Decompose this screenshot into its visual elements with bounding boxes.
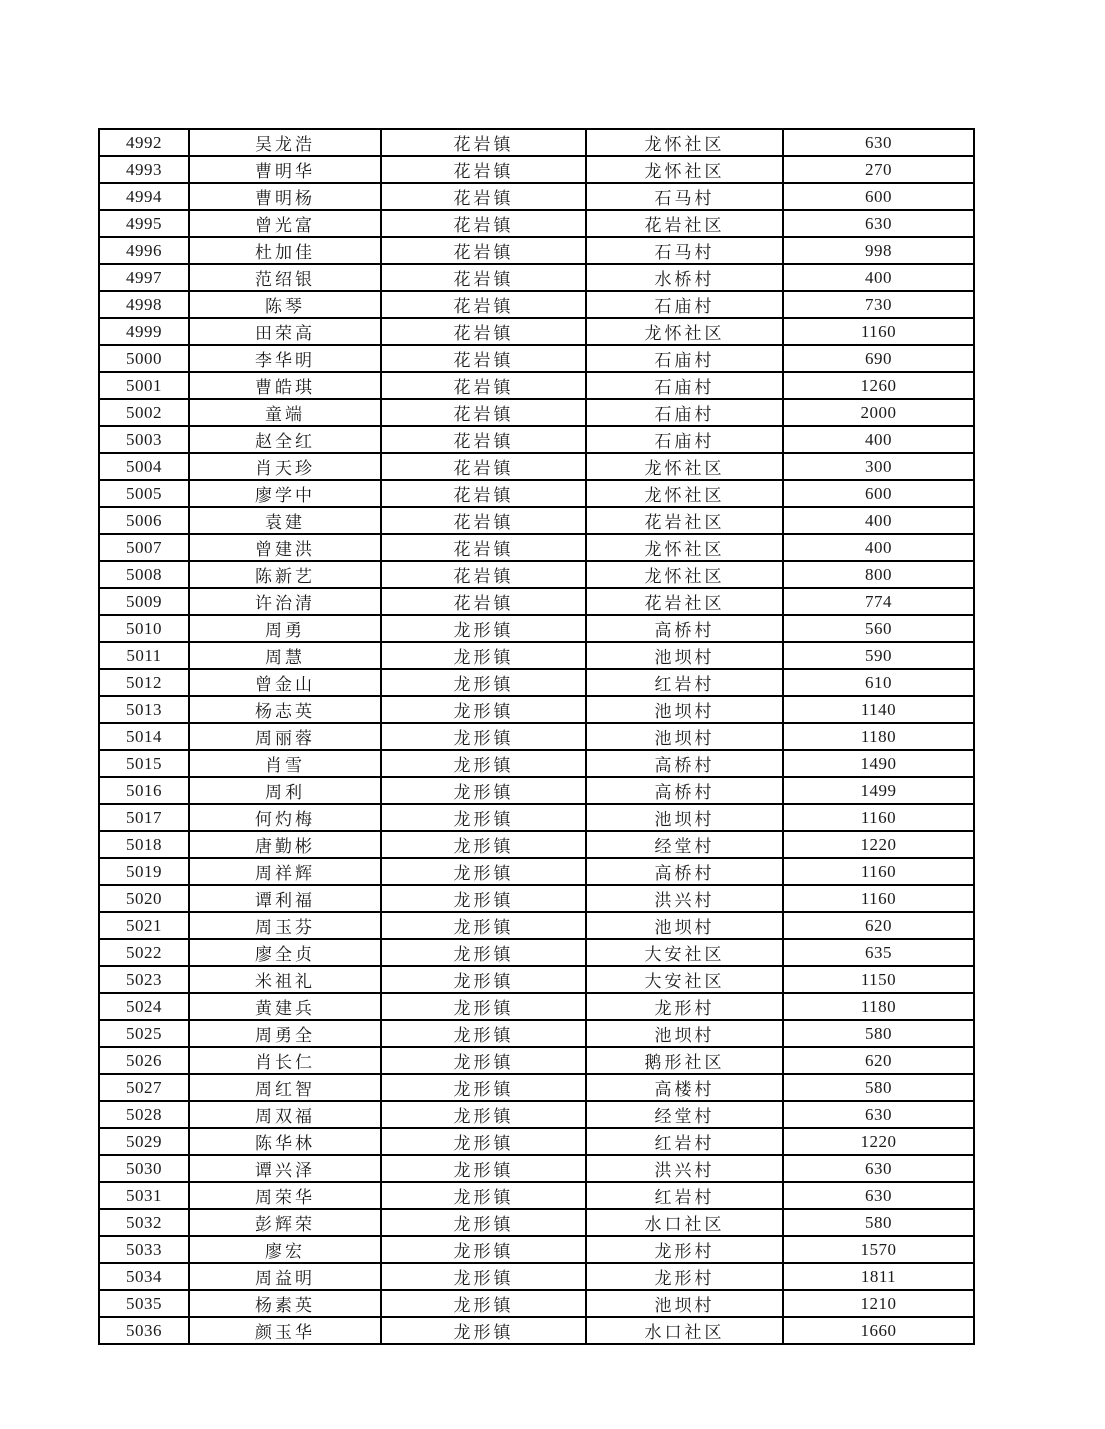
cell-town: 龙形镇 [381, 1155, 586, 1182]
cell-town: 花岩镇 [381, 507, 586, 534]
cell-person-name: 杨志英 [189, 696, 381, 723]
cell-village: 洪兴村 [586, 885, 783, 912]
cell-village: 池坝村 [586, 642, 783, 669]
cell-village: 龙怀社区 [586, 156, 783, 183]
cell-serial-number: 4997 [99, 264, 189, 291]
cell-person-name: 许治清 [189, 588, 381, 615]
cell-amount: 560 [783, 615, 974, 642]
cell-town: 龙形镇 [381, 1236, 586, 1263]
cell-village: 经堂村 [586, 831, 783, 858]
cell-serial-number: 4998 [99, 291, 189, 318]
cell-serial-number: 5031 [99, 1182, 189, 1209]
cell-amount: 1660 [783, 1317, 974, 1344]
table-row [99, 1155, 974, 1182]
cell-village: 红岩村 [586, 669, 783, 696]
cell-serial-number: 5016 [99, 777, 189, 804]
cell-village: 龙形村 [586, 993, 783, 1020]
cell-serial-number: 5035 [99, 1290, 189, 1317]
cell-amount: 270 [783, 156, 974, 183]
table-row [99, 777, 974, 804]
cell-village: 水口社区 [586, 1209, 783, 1236]
table-row [99, 1074, 974, 1101]
cell-town: 龙形镇 [381, 1047, 586, 1074]
cell-town: 花岩镇 [381, 588, 586, 615]
cell-town: 龙形镇 [381, 966, 586, 993]
cell-town: 龙形镇 [381, 804, 586, 831]
table-row [99, 1101, 974, 1128]
cell-village: 池坝村 [586, 1020, 783, 1047]
table-row [99, 993, 974, 1020]
cell-serial-number: 5021 [99, 912, 189, 939]
table-row [99, 588, 974, 615]
cell-town: 龙形镇 [381, 723, 586, 750]
cell-person-name: 周勇 [189, 615, 381, 642]
cell-town: 花岩镇 [381, 345, 586, 372]
table-row [99, 318, 974, 345]
cell-town: 龙形镇 [381, 885, 586, 912]
cell-village: 石庙村 [586, 345, 783, 372]
cell-village: 花岩社区 [586, 588, 783, 615]
cell-person-name: 陈新艺 [189, 561, 381, 588]
cell-town: 花岩镇 [381, 264, 586, 291]
cell-serial-number: 5015 [99, 750, 189, 777]
cell-amount: 620 [783, 1047, 974, 1074]
cell-amount: 800 [783, 561, 974, 588]
table-row [99, 264, 974, 291]
cell-village: 石庙村 [586, 372, 783, 399]
table-row [99, 1128, 974, 1155]
cell-person-name: 周慧 [189, 642, 381, 669]
cell-village: 龙怀社区 [586, 129, 783, 156]
cell-person-name: 周荣华 [189, 1182, 381, 1209]
cell-amount: 1811 [783, 1263, 974, 1290]
table-row [99, 372, 974, 399]
cell-serial-number: 4995 [99, 210, 189, 237]
cell-serial-number: 5023 [99, 966, 189, 993]
table-row [99, 1263, 974, 1290]
cell-amount: 998 [783, 237, 974, 264]
cell-town: 花岩镇 [381, 183, 586, 210]
cell-town: 龙形镇 [381, 1317, 586, 1344]
table-row [99, 858, 974, 885]
cell-town: 龙形镇 [381, 831, 586, 858]
cell-serial-number: 5013 [99, 696, 189, 723]
table-row [99, 210, 974, 237]
cell-village: 花岩社区 [586, 507, 783, 534]
cell-village: 高桥村 [586, 777, 783, 804]
cell-town: 龙形镇 [381, 1290, 586, 1317]
cell-amount: 580 [783, 1074, 974, 1101]
cell-amount: 630 [783, 1182, 974, 1209]
table-row [99, 669, 974, 696]
cell-town: 龙形镇 [381, 669, 586, 696]
cell-village: 经堂村 [586, 1101, 783, 1128]
table-row [99, 912, 974, 939]
cell-town: 花岩镇 [381, 399, 586, 426]
cell-amount: 620 [783, 912, 974, 939]
table-row [99, 291, 974, 318]
cell-town: 花岩镇 [381, 129, 586, 156]
cell-village: 龙形村 [586, 1236, 783, 1263]
cell-serial-number: 5004 [99, 453, 189, 480]
cell-person-name: 田荣高 [189, 318, 381, 345]
table-row [99, 480, 974, 507]
cell-serial-number: 5005 [99, 480, 189, 507]
cell-serial-number: 5027 [99, 1074, 189, 1101]
cell-person-name: 谭利福 [189, 885, 381, 912]
cell-town: 龙形镇 [381, 1074, 586, 1101]
cell-person-name: 周祥辉 [189, 858, 381, 885]
cell-amount: 600 [783, 480, 974, 507]
cell-serial-number: 5025 [99, 1020, 189, 1047]
table-row [99, 1236, 974, 1263]
cell-town: 龙形镇 [381, 777, 586, 804]
cell-person-name: 曾光富 [189, 210, 381, 237]
cell-village: 龙怀社区 [586, 480, 783, 507]
cell-village: 鹅形社区 [586, 1047, 783, 1074]
cell-town: 花岩镇 [381, 291, 586, 318]
cell-serial-number: 5018 [99, 831, 189, 858]
cell-serial-number: 5007 [99, 534, 189, 561]
cell-serial-number: 5024 [99, 993, 189, 1020]
cell-person-name: 颜玉华 [189, 1317, 381, 1344]
cell-amount: 1210 [783, 1290, 974, 1317]
cell-village: 石庙村 [586, 291, 783, 318]
table-row [99, 885, 974, 912]
cell-town: 花岩镇 [381, 480, 586, 507]
cell-amount: 1220 [783, 831, 974, 858]
table-row [99, 507, 974, 534]
table-row [99, 1020, 974, 1047]
cell-town: 花岩镇 [381, 426, 586, 453]
cell-village: 洪兴村 [586, 1155, 783, 1182]
cell-village: 龙怀社区 [586, 561, 783, 588]
cell-serial-number: 5001 [99, 372, 189, 399]
cell-village: 池坝村 [586, 1290, 783, 1317]
cell-amount: 2000 [783, 399, 974, 426]
cell-amount: 300 [783, 453, 974, 480]
cell-serial-number: 4992 [99, 129, 189, 156]
cell-village: 大安社区 [586, 966, 783, 993]
cell-amount: 1220 [783, 1128, 974, 1155]
cell-amount: 635 [783, 939, 974, 966]
table-row [99, 183, 974, 210]
cell-amount: 1260 [783, 372, 974, 399]
cell-town: 龙形镇 [381, 993, 586, 1020]
cell-person-name: 唐勤彬 [189, 831, 381, 858]
cell-person-name: 周玉芬 [189, 912, 381, 939]
cell-serial-number: 5022 [99, 939, 189, 966]
table-row [99, 345, 974, 372]
cell-amount: 1490 [783, 750, 974, 777]
table-row [99, 156, 974, 183]
cell-town: 龙形镇 [381, 1101, 586, 1128]
cell-village: 石马村 [586, 183, 783, 210]
cell-amount: 600 [783, 183, 974, 210]
cell-person-name: 陈华林 [189, 1128, 381, 1155]
table-row [99, 399, 974, 426]
table-row [99, 1047, 974, 1074]
cell-serial-number: 5028 [99, 1101, 189, 1128]
cell-amount: 400 [783, 426, 974, 453]
cell-village: 石庙村 [586, 426, 783, 453]
cell-amount: 1160 [783, 885, 974, 912]
cell-amount: 1499 [783, 777, 974, 804]
cell-amount: 1570 [783, 1236, 974, 1263]
cell-person-name: 陈琴 [189, 291, 381, 318]
table-row [99, 237, 974, 264]
cell-amount: 1160 [783, 858, 974, 885]
cell-person-name: 曹明杨 [189, 183, 381, 210]
table-row [99, 804, 974, 831]
cell-person-name: 肖雪 [189, 750, 381, 777]
cell-amount: 580 [783, 1209, 974, 1236]
cell-village: 池坝村 [586, 912, 783, 939]
cell-person-name: 肖天珍 [189, 453, 381, 480]
table-row [99, 615, 974, 642]
table-row [99, 1290, 974, 1317]
cell-serial-number: 5010 [99, 615, 189, 642]
cell-person-name: 彭辉荣 [189, 1209, 381, 1236]
cell-person-name: 周益明 [189, 1263, 381, 1290]
cell-serial-number: 4993 [99, 156, 189, 183]
cell-serial-number: 5002 [99, 399, 189, 426]
cell-village: 高桥村 [586, 858, 783, 885]
cell-village: 高桥村 [586, 750, 783, 777]
cell-serial-number: 5008 [99, 561, 189, 588]
cell-town: 龙形镇 [381, 750, 586, 777]
cell-person-name: 黄建兵 [189, 993, 381, 1020]
cell-amount: 400 [783, 507, 974, 534]
cell-person-name: 谭兴泽 [189, 1155, 381, 1182]
cell-village: 红岩村 [586, 1128, 783, 1155]
cell-town: 龙形镇 [381, 1263, 586, 1290]
cell-person-name: 曹明华 [189, 156, 381, 183]
table-row [99, 534, 974, 561]
cell-serial-number: 5036 [99, 1317, 189, 1344]
cell-village: 龙形村 [586, 1263, 783, 1290]
cell-person-name: 廖全贞 [189, 939, 381, 966]
cell-village: 石庙村 [586, 399, 783, 426]
cell-amount: 774 [783, 588, 974, 615]
cell-person-name: 米祖礼 [189, 966, 381, 993]
cell-town: 花岩镇 [381, 318, 586, 345]
table-row [99, 426, 974, 453]
cell-serial-number: 5019 [99, 858, 189, 885]
cell-amount: 690 [783, 345, 974, 372]
cell-serial-number: 5030 [99, 1155, 189, 1182]
cell-serial-number: 5026 [99, 1047, 189, 1074]
cell-serial-number: 5000 [99, 345, 189, 372]
cell-amount: 400 [783, 534, 974, 561]
cell-town: 龙形镇 [381, 1020, 586, 1047]
cell-village: 龙怀社区 [586, 534, 783, 561]
cell-person-name: 廖宏 [189, 1236, 381, 1263]
roster-table [98, 128, 975, 1345]
cell-village: 红岩村 [586, 1182, 783, 1209]
cell-serial-number: 5020 [99, 885, 189, 912]
cell-person-name: 周勇全 [189, 1020, 381, 1047]
cell-village: 花岩社区 [586, 210, 783, 237]
cell-person-name: 周红智 [189, 1074, 381, 1101]
cell-serial-number: 5034 [99, 1263, 189, 1290]
table-row [99, 453, 974, 480]
cell-amount: 630 [783, 1101, 974, 1128]
table-body [99, 129, 974, 1344]
cell-town: 花岩镇 [381, 453, 586, 480]
cell-serial-number: 5014 [99, 723, 189, 750]
cell-town: 龙形镇 [381, 696, 586, 723]
cell-serial-number: 5003 [99, 426, 189, 453]
cell-serial-number: 5032 [99, 1209, 189, 1236]
cell-village: 大安社区 [586, 939, 783, 966]
cell-amount: 730 [783, 291, 974, 318]
cell-amount: 1150 [783, 966, 974, 993]
cell-village: 高楼村 [586, 1074, 783, 1101]
cell-village: 水桥村 [586, 264, 783, 291]
cell-town: 龙形镇 [381, 1128, 586, 1155]
cell-amount: 1180 [783, 723, 974, 750]
cell-person-name: 范绍银 [189, 264, 381, 291]
cell-town: 龙形镇 [381, 1209, 586, 1236]
cell-person-name: 何灼梅 [189, 804, 381, 831]
cell-serial-number: 5012 [99, 669, 189, 696]
cell-town: 花岩镇 [381, 561, 586, 588]
table-row [99, 129, 974, 156]
table-row [99, 750, 974, 777]
cell-person-name: 李华明 [189, 345, 381, 372]
cell-amount: 400 [783, 264, 974, 291]
cell-serial-number: 4996 [99, 237, 189, 264]
cell-town: 龙形镇 [381, 642, 586, 669]
cell-amount: 610 [783, 669, 974, 696]
cell-village: 龙怀社区 [586, 453, 783, 480]
cell-amount: 590 [783, 642, 974, 669]
table-row [99, 561, 974, 588]
cell-town: 花岩镇 [381, 237, 586, 264]
table-row [99, 1182, 974, 1209]
cell-town: 龙形镇 [381, 858, 586, 885]
cell-village: 龙怀社区 [586, 318, 783, 345]
cell-person-name: 童端 [189, 399, 381, 426]
table-row [99, 723, 974, 750]
cell-person-name: 周丽蓉 [189, 723, 381, 750]
cell-village: 池坝村 [586, 804, 783, 831]
cell-person-name: 曾金山 [189, 669, 381, 696]
cell-village: 石马村 [586, 237, 783, 264]
cell-serial-number: 5011 [99, 642, 189, 669]
cell-amount: 630 [783, 210, 974, 237]
cell-person-name: 赵全红 [189, 426, 381, 453]
cell-amount: 1140 [783, 696, 974, 723]
cell-serial-number: 5006 [99, 507, 189, 534]
cell-person-name: 袁建 [189, 507, 381, 534]
cell-person-name: 周双福 [189, 1101, 381, 1128]
cell-person-name: 周利 [189, 777, 381, 804]
cell-person-name: 曾建洪 [189, 534, 381, 561]
cell-amount: 630 [783, 1155, 974, 1182]
cell-town: 花岩镇 [381, 156, 586, 183]
cell-amount: 580 [783, 1020, 974, 1047]
cell-serial-number: 5029 [99, 1128, 189, 1155]
table-row [99, 966, 974, 993]
cell-serial-number: 5033 [99, 1236, 189, 1263]
cell-person-name: 曹皓琪 [189, 372, 381, 399]
cell-town: 龙形镇 [381, 912, 586, 939]
table-row [99, 831, 974, 858]
cell-serial-number: 5017 [99, 804, 189, 831]
cell-serial-number: 5009 [99, 588, 189, 615]
cell-town: 龙形镇 [381, 615, 586, 642]
cell-town: 龙形镇 [381, 1182, 586, 1209]
table-row [99, 1317, 974, 1344]
cell-village: 池坝村 [586, 696, 783, 723]
cell-amount: 630 [783, 129, 974, 156]
cell-village: 池坝村 [586, 723, 783, 750]
cell-person-name: 肖长仁 [189, 1047, 381, 1074]
cell-village: 高桥村 [586, 615, 783, 642]
table-row [99, 1209, 974, 1236]
table-row [99, 939, 974, 966]
cell-serial-number: 4994 [99, 183, 189, 210]
cell-town: 花岩镇 [381, 210, 586, 237]
table-row [99, 696, 974, 723]
cell-amount: 1180 [783, 993, 974, 1020]
cell-person-name: 廖学中 [189, 480, 381, 507]
cell-person-name: 杨素英 [189, 1290, 381, 1317]
cell-village: 水口社区 [586, 1317, 783, 1344]
cell-person-name: 吴龙浩 [189, 129, 381, 156]
cell-town: 龙形镇 [381, 939, 586, 966]
cell-amount: 1160 [783, 318, 974, 345]
cell-amount: 1160 [783, 804, 974, 831]
cell-serial-number: 4999 [99, 318, 189, 345]
table-row [99, 642, 974, 669]
cell-town: 花岩镇 [381, 534, 586, 561]
cell-person-name: 杜加佳 [189, 237, 381, 264]
cell-town: 花岩镇 [381, 372, 586, 399]
